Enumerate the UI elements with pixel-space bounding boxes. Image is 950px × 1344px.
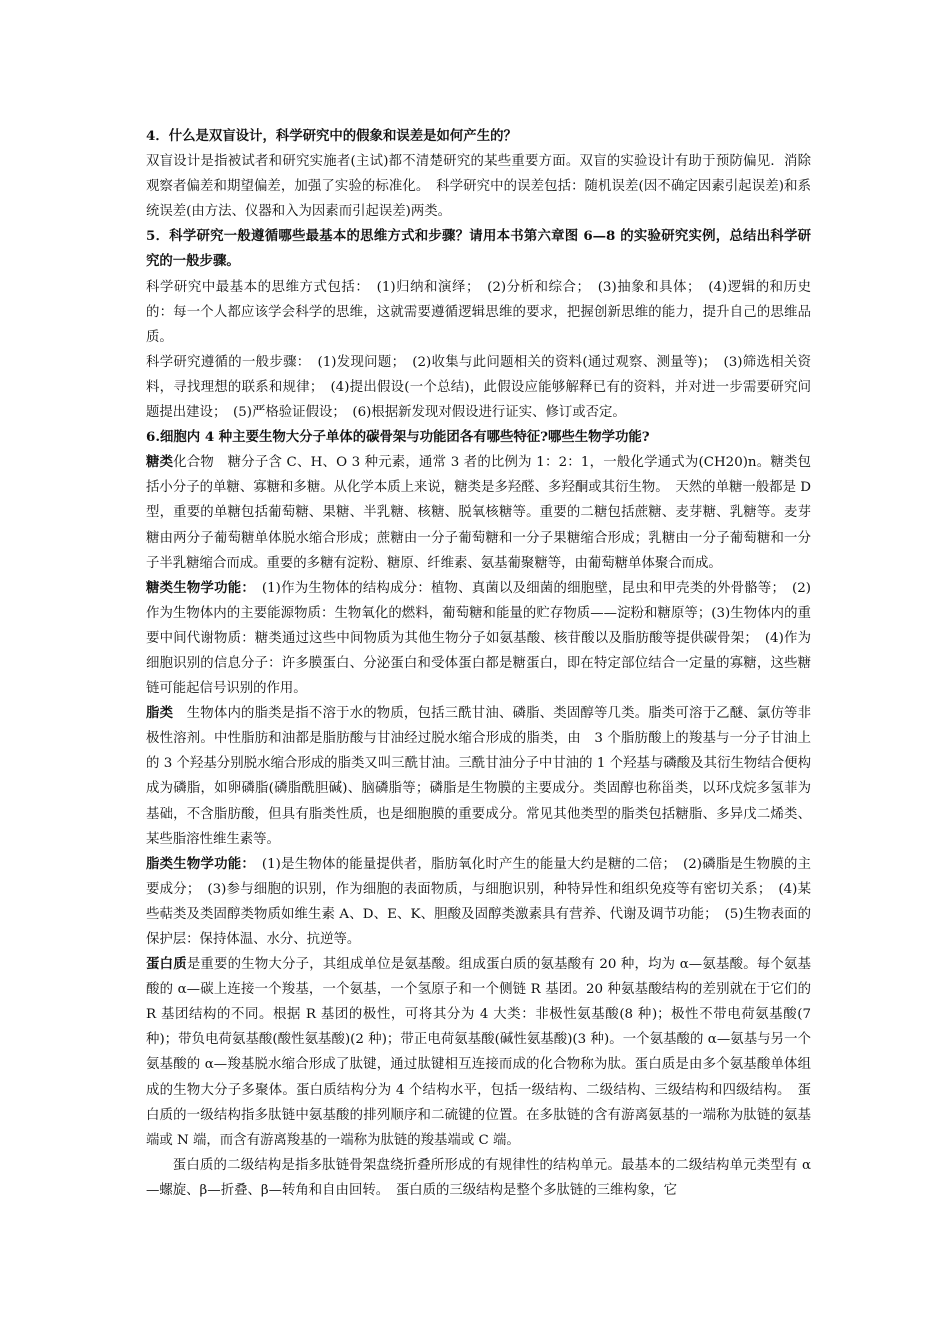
- lipid-paragraph: [146, 701, 811, 852]
- thinking-methods-paragraph: 科学研究中最基本的思维方式包括： (1)归纳和演绎； (2)分析和综合； (3)抽象和具体； (4)逻辑的和历史的：每一个人都应该学会科学的思维，这就需要遵循逻辑思维的要求，把握创新思维的能力，提升自己的思维品质。: [146, 279, 811, 345]
- question-5-heading: 5．科学研究一般遵循哪些最基本的思维方式和步骤？请用本书第六章图 6—8 的实验研究实例，总结出科学研究的一般步骤。: [146, 228, 811, 270]
- sugar-label: 糖类: [146, 454, 174, 471]
- protein-label: 蛋白质: [146, 956, 187, 973]
- question-6-heading: 6.细胞内 4 种主要生物大分子单体的碳骨架与功能团各有哪些特征?哪些生物学功能?: [146, 429, 650, 446]
- protein-paragraph: [146, 952, 811, 1153]
- sugar-paragraph: [146, 450, 811, 575]
- question-4-heading: 4．什么是双盲设计，科学研究中的假象和误差是如何产生的？: [146, 128, 517, 144]
- lipid-function-paragraph: [146, 852, 811, 952]
- answer-4-paragraph: 双盲设计是指被试者和研究实施者(主试)都不清楚研究的某些重要方面。双盲的实验设计有助于预防偏见．消除观察者偏差和期望偏差，加强了实验的标准化。 科学研究中的误差包括：随机误差(因不确定因素引起误差)和系统误差(由方法、仪器和入为因素而引起误差)两类。: [146, 154, 811, 220]
- protein-secondary-structure-paragraph: 蛋白质的二级结构是指多肽链骨架盘绕折叠所形成的有规律性的结构单元。最基本的二级结构单元类型有 α—螺旋、β—折叠、β—转角和自由回转。 蛋白质的三级结构是整个多肽链的三维构象，它: [146, 1157, 811, 1198]
- sugar-function-paragraph: [146, 576, 811, 701]
- lipid-text: 生物体内的脂类是指不溶于水的物质，包括三酰甘油、磷脂、类固醇等几类。脂类可溶于乙醚、氯仿等非极性溶剂。中性脂肪和油都是脂肪酸与甘油经过脱水缩合形成的脂类，由 3 个脂肪酸上的羧基与一分子甘油上的 3 个羟基分别脱水缩合形成的脂类又叫三酰甘油。三酰甘油分子中甘油的 1 个羟基与磷酸及其衍生物结合便构成为磷脂，如卵磷脂(磷脂酰胆碱)、脑磷脂等；磷脂是生物膜的主要成分。类固醇也称甾类，以环戊烷多氢菲为基础，不含脂肪酸，但具有脂类性质，也是细胞膜的重要成分。常见其他类型的脂类包括糖脂、多异戊二烯类、某些脂溶性维生素等。: [146, 706, 812, 847]
- lipid-function-text: (1)是生物体的能量提供者，脂肪氧化时产生的能量大约是糖的二倍； (2)磷脂是生物膜的主要成分； (3)参与细胞的识别，作为细胞的表面物质，与细胞识别，种特异性和组织免疫等有密切关系； (4)某些萜类及类固醇类物质如维生素 A、D、E、K、胆酸及固醇类激素具有营养、代谢及调节功能； (5)生物表面的保护层：保持体温、水分、抗逆等。: [146, 856, 811, 947]
- protein-text: 是重要的生物大分子，其组成单位是氨基酸。组成蛋白质的氨基酸有 20 种，均为 α—氨基酸。每个氨基酸的 α—碳上连接一个羧基，一个氨基，一个氢原子和一个侧链 R 基团。20 种氨基酸结构的差别就在于它们的 R 基团结构的不同。根据 R 基团的极性，可将其分为 4 大类：非极性氨基酸(8 种)；极性不带电荷氨基酸(7 种)；带负电荷氨基酸(酸性氨基酸)(2 种)；带正电荷氨基酸(碱性氨基酸)(3 种)。一个氨基酸的 α—氨基与另一个氨基酸的 α—羧基脱水缩合形成了肽键，通过肽键相互连接而成的化合物称为肽。蛋白质是由多个氨基酸单体组成的生物大分子多聚体。蛋白质结构分为 4 个结构水平，包括一级结构、二级结构、三级结构和四级结构。 蛋白质的一级结构指多肽链中氨基酸的排列顺序和二硫键的位置。在多肽链的含有游离氨基的一端称为肽链的氨基端或 N 端，而含有游离羧基的一端称为肽链的羧基端或 C 端。: [146, 957, 811, 1148]
- sugar-function-text: (1)作为生物体的结构成分：植物、真菌以及细菌的细胞壁，昆虫和甲壳类的外骨骼等； (2)作为生物体内的主要能源物质：生物氧化的燃料，葡萄糖和能量的贮存物质——淀粉和糖原等；(3)生物体内的重要中间代谢物质：糖类通过这些中间物质为其他生物分子如氨基酸、核苷酸以及脂肪酸等提供碳骨架； (4)作为细胞识别的信息分子：许多膜蛋白、分泌蛋白和受体蛋白都是糖蛋白，即在特定部位结合一定量的寡糖，这些糖链可能起信号识别的作用。: [146, 580, 811, 697]
- lipid-label: 脂类: [146, 705, 174, 722]
- sugar-text: 化合物 糖分子含 C、H、O 3 种元素，通常 3 者的比例为 1：2：1，一般化学通式为(CH20)n。糖类包括小分子的单糖、寡糖和多糖。从化学本质上来说，糖类是多羟醛、多羟酮或其衍生物。 天然的单糖一般都是 D 型，重要的单糖包括葡萄糖、果糖、半乳糖、核糖、脱氧核糖等。重要的二糖包括蔗糖、麦芽糖、乳糖等。麦芽糖由两分子葡萄糖单体脱水缩合形成；蔗糖由一分子葡萄糖和一分子果糖缩合形成；乳糖由一分子葡萄糖和一分子半乳糖缩合而成。重要的多糖有淀粉、糖原、纤维素、氨基葡聚糖等，由葡萄糖单体聚合而成。: [146, 455, 811, 571]
- document-body: [146, 124, 811, 1203]
- lipid-function-label: 脂类生物学功能：: [146, 855, 249, 872]
- research-steps-paragraph: 科学研究遵循的一般步骤： (1)发现问题； (2)收集与此问题相关的资料(通过观察、测量等)； (3)筛选相关资料，寻找理想的联系和规律； (4)提出假设(一个总结)，此假设应能够解释已有的资料，并对进一步需要研究问题提出建设； (5)严格验证假设； (6)根据新发现对假设进行证实、修订或否定。: [146, 354, 811, 421]
- sugar-function-label: 糖类生物学功能：: [146, 579, 249, 596]
